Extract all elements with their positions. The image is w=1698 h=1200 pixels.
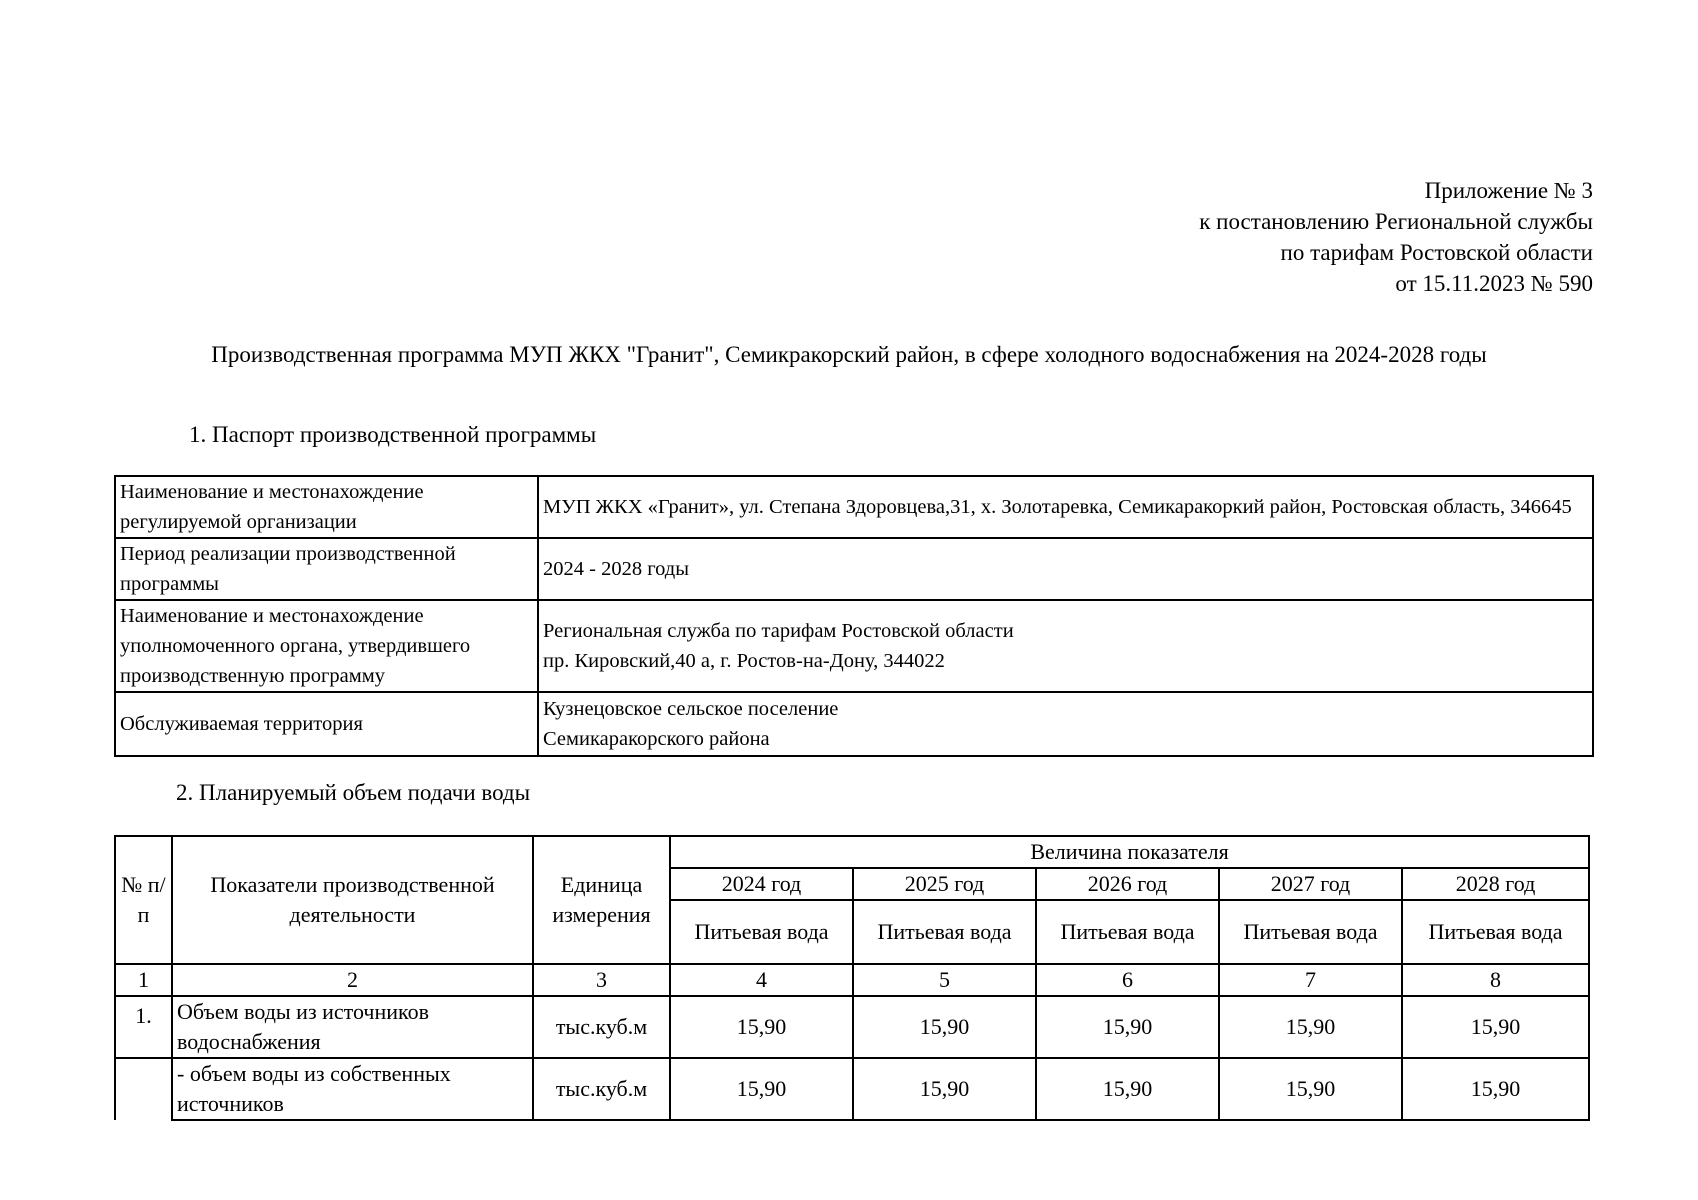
- header-water-type: Питьевая вода: [853, 900, 1036, 964]
- passport-value-line: пр. Кировский,40 а, г. Ростов-на-Дону, 344022: [543, 650, 945, 672]
- column-number: 7: [1219, 964, 1402, 996]
- row-value: 15,90: [1219, 1058, 1402, 1120]
- row-value: 15,90: [670, 996, 853, 1058]
- header-year: 2028 год: [1402, 868, 1589, 900]
- header-water-type: Питьевая вода: [1402, 900, 1589, 964]
- row-value: 15,90: [670, 1058, 853, 1120]
- appendix-line-3: по тарифам Ростовской области: [1280, 240, 1593, 265]
- column-number-row: [115, 964, 1589, 996]
- column-number: 3: [533, 964, 670, 996]
- table-row: [115, 476, 1593, 538]
- table-row: [115, 600, 1593, 692]
- column-number: 2: [172, 964, 533, 996]
- header-water-type: Питьевая вода: [670, 900, 853, 964]
- passport-value: [538, 692, 1593, 756]
- table-row: [115, 538, 1593, 600]
- passport-value-line: Региональная служба по тарифам Ростовской области: [543, 620, 1014, 642]
- row-indicator: - объем воды из собственных источников: [172, 1058, 533, 1120]
- passport-label: Период реализации производственной программы: [115, 538, 538, 600]
- row-num: 1.: [115, 996, 172, 1058]
- column-number: 4: [670, 964, 853, 996]
- header-year: 2027 год: [1219, 868, 1402, 900]
- table-row: [115, 1058, 1589, 1120]
- row-value: 15,90: [1402, 996, 1589, 1058]
- row-value: 15,90: [1036, 1058, 1219, 1120]
- passport-label: Наименование и местонахождение регулируемой организации: [115, 476, 538, 538]
- passport-value-line: Семикаракорского района: [543, 728, 770, 750]
- header-unit: Единица измерения: [533, 836, 670, 964]
- row-value: 15,90: [1402, 1058, 1589, 1120]
- header-year: 2024 год: [670, 868, 853, 900]
- passport-label: Наименование и местонахождение уполномоченного органа, утвердившего производственную программу: [115, 600, 538, 692]
- passport-table: [114, 475, 1594, 757]
- passport-label: Обслуживаемая территория: [115, 692, 538, 756]
- appendix-block: [1199, 175, 1593, 299]
- column-number: 8: [1402, 964, 1589, 996]
- passport-value: [538, 600, 1593, 692]
- header-value-group: Величина показателя: [670, 836, 1589, 868]
- water-volume-table: [114, 835, 1590, 1121]
- passport-value-line: Кузнецовское сельское поселение: [543, 698, 839, 720]
- header-year: 2025 год: [853, 868, 1036, 900]
- header-water-type: Питьевая вода: [1219, 900, 1402, 964]
- document-title: Производственная программа МУП ЖКХ "Гранит", Семикракорский район, в сфере холодного водоснабжения на 2024-2028 годы: [211, 342, 1487, 367]
- row-value: 15,90: [1219, 996, 1402, 1058]
- table-row: [115, 692, 1593, 756]
- passport-value: МУП ЖКХ «Гранит», ул. Степана Здоровцева,31, х. Золотаревка, Семикаракоркий район, Ростовская область, 346645: [538, 476, 1593, 538]
- header-num: № п/п: [115, 836, 172, 964]
- appendix-line-2: к постановлению Региональной службы: [1199, 209, 1593, 234]
- table-row: [115, 996, 1589, 1058]
- column-number: 1: [115, 964, 172, 996]
- row-value: 15,90: [853, 1058, 1036, 1120]
- column-number: 5: [853, 964, 1036, 996]
- appendix-line-4: от 15.11.2023 № 590: [1395, 271, 1593, 296]
- column-number: 6: [1036, 964, 1219, 996]
- row-num: [115, 1058, 172, 1120]
- passport-value: 2024 - 2028 годы: [538, 538, 1593, 600]
- row-value: 15,90: [1036, 996, 1219, 1058]
- row-unit: тыс.куб.м: [533, 996, 670, 1058]
- row-value: 15,90: [853, 996, 1036, 1058]
- appendix-line-1: Приложение № 3: [1424, 178, 1593, 203]
- row-indicator: Объем воды из источников водоснабжения: [172, 996, 533, 1058]
- header-year: 2026 год: [1036, 868, 1219, 900]
- row-unit: тыс.куб.м: [533, 1058, 670, 1120]
- header-row: [115, 836, 1589, 868]
- section-1-heading: 1. Паспорт производственной программы: [189, 422, 597, 447]
- section-2-heading: 2. Планируемый объем подачи воды: [176, 780, 531, 805]
- header-water-type: Питьевая вода: [1036, 900, 1219, 964]
- header-indicator: Показатели производственной деятельности: [172, 836, 533, 964]
